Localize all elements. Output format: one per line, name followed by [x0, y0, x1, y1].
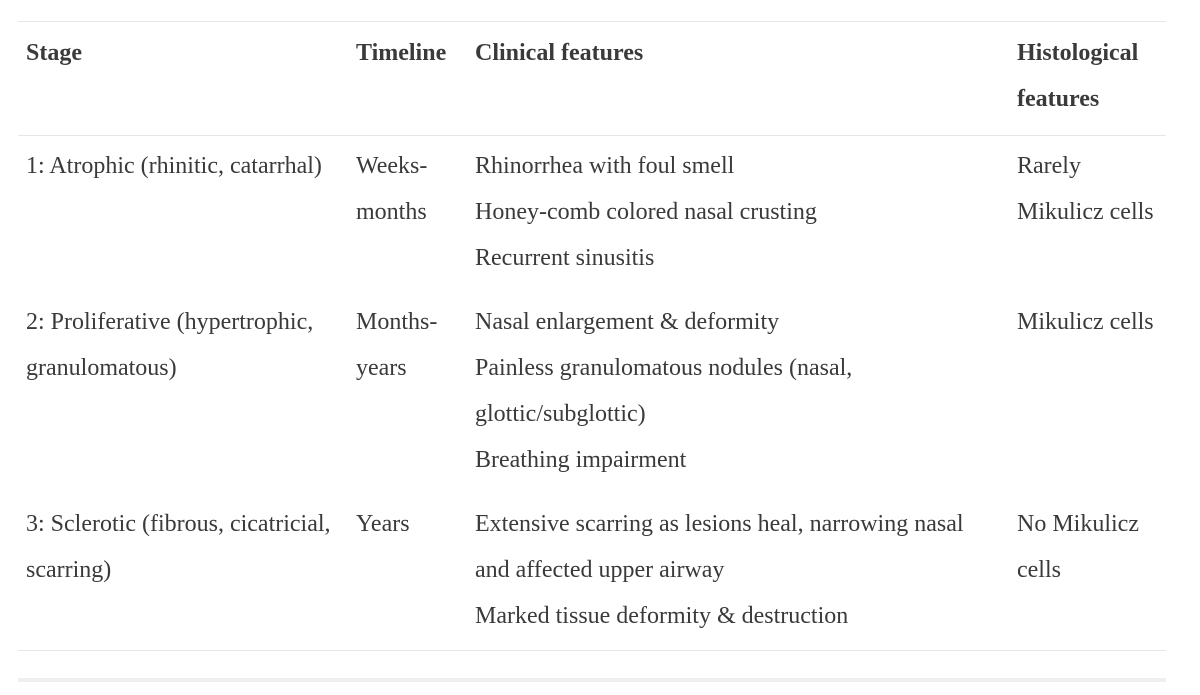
- stage-cell: 1: Atrophic (rhinitic, catarrhal): [26, 153, 322, 179]
- timeline-cell: Weeks-months: [356, 153, 428, 225]
- table-row: [18, 292, 1166, 494]
- stage-cell: 3: Sclerotic (fibrous, cicatricial, scarring): [26, 511, 331, 583]
- header-histological-features: Histological features: [1017, 40, 1139, 112]
- clinical-feature: Extensive scarring as lesions heal, narrowing nasal and affected upper airway: [475, 511, 964, 583]
- table-row: [18, 494, 1166, 651]
- histological-features-cell: Mikulicz cells: [1017, 309, 1154, 335]
- staging-table-container: [18, 21, 1166, 651]
- staging-table: [18, 22, 1166, 651]
- clinical-feature: Rhinorrhea with foul smell: [475, 153, 735, 179]
- header-timeline: Timeline: [356, 40, 447, 66]
- table-body: [18, 136, 1166, 651]
- clinical-feature: Honey-comb colored nasal crusting: [475, 199, 817, 225]
- header-stage: Stage: [26, 40, 82, 66]
- histological-features-cell: Rarely Mikulicz cells: [1017, 153, 1154, 225]
- clinical-features-cell: [467, 136, 1009, 293]
- clinical-feature: Breathing impairment: [475, 447, 687, 473]
- clinical-feature: Recurrent sinusitis: [475, 245, 655, 271]
- bottom-divider: [18, 678, 1166, 682]
- histological-features-cell: No Mikulicz cells: [1017, 511, 1139, 583]
- table-header: [18, 22, 1166, 136]
- header-clinical-features: Clinical features: [475, 40, 644, 66]
- header-row: [18, 22, 1166, 136]
- clinical-features-cell: [467, 292, 1009, 494]
- clinical-feature: Painless granulomatous nodules (nasal, glottic/subglottic): [475, 355, 853, 427]
- timeline-cell: Months-years: [356, 309, 438, 381]
- stage-cell: 2: Proliferative (hypertrophic, granulomatous): [26, 309, 314, 381]
- table-row: [18, 136, 1166, 293]
- clinical-feature: Nasal enlargement & deformity: [475, 309, 780, 335]
- clinical-features-cell: [467, 494, 1009, 651]
- clinical-feature: Marked tissue deformity & destruction: [475, 603, 849, 629]
- timeline-cell: Years: [356, 511, 410, 537]
